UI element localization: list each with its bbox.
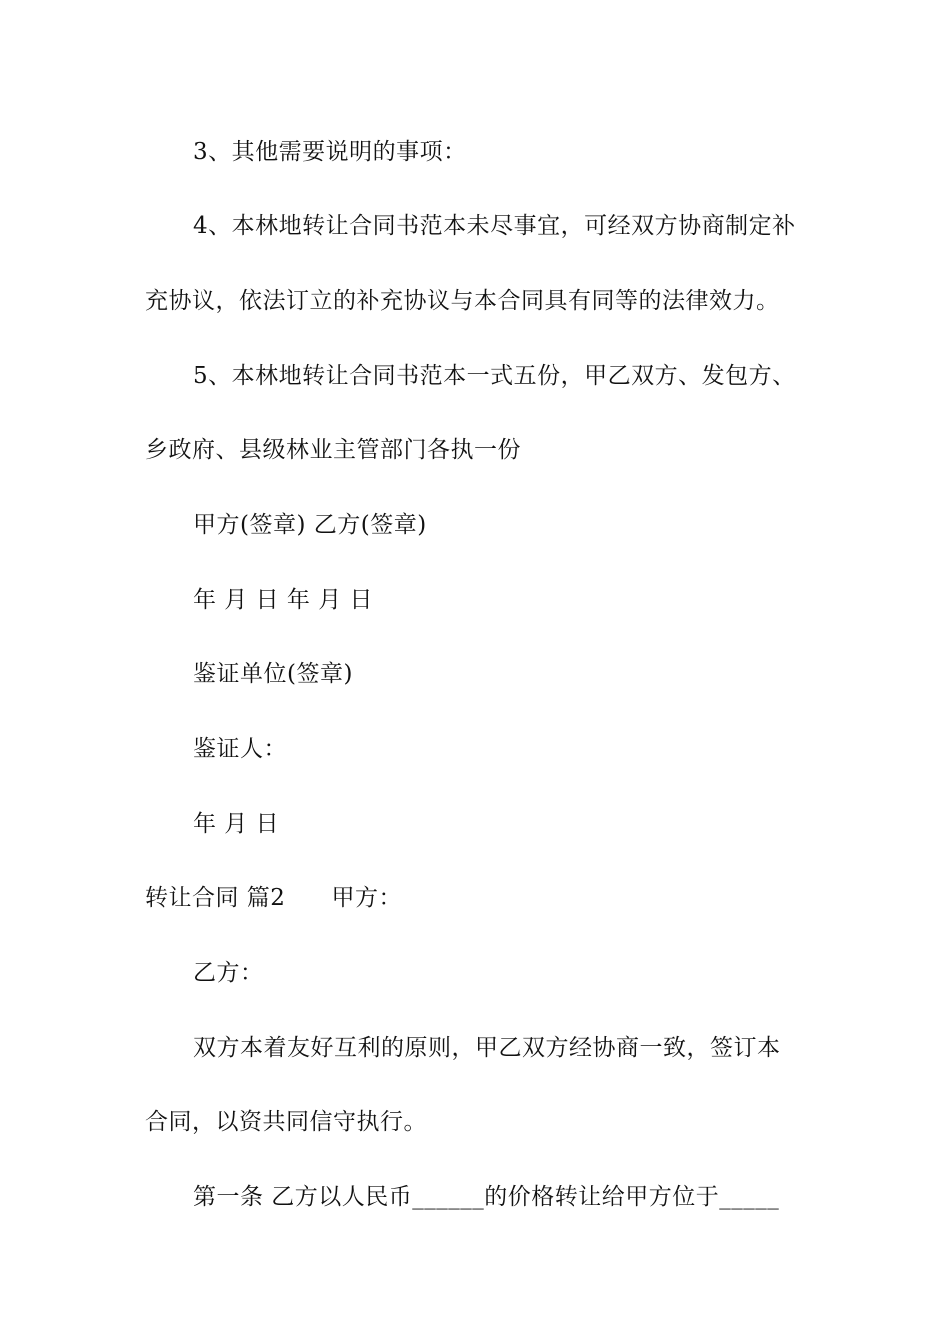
verification-unit: 鉴证单位(签章) <box>193 661 353 687</box>
intro-paragraph-line-2: 合同，以资共同信守执行。 <box>145 1109 427 1135</box>
party-b-label: 乙方： <box>193 960 264 986</box>
paragraph-item-4-line-2: 充协议，依法订立的补充协议与本合同具有同等的法律效力。 <box>145 288 780 314</box>
section-heading-line <box>145 883 815 913</box>
section-heading: 转让合同 篇2 <box>145 885 286 911</box>
paragraph-item-4-line-1: 4、本林地转让合同书范本未尽事宜，可经双方协商制定补 <box>193 213 796 239</box>
paragraph-item-5-line-1: 5、本林地转让合同书范本一式五份，甲乙双方、发包方、 <box>193 363 796 389</box>
paragraph-item-5-line-2: 乡政府、县级林业主管部门各执一份 <box>145 437 521 463</box>
party-a-label: 甲方： <box>331 885 402 911</box>
verifier: 鉴证人： <box>193 736 287 762</box>
signature-parties: 甲方(签章) 乙方(签章) <box>193 512 427 538</box>
paragraph-item-3: 3、其他需要说明的事项： <box>193 139 467 165</box>
intro-paragraph-line-1: 双方本着友好互利的原则，甲乙双方经协商一致，签订本 <box>193 1035 781 1061</box>
signature-dates: 年 月 日 年 月 日 <box>193 587 374 613</box>
verifier-date: 年 月 日 <box>193 811 280 837</box>
article-1-line-1: 第一条 乙方以人民币______的价格转让给甲方位于_____ <box>193 1184 780 1210</box>
